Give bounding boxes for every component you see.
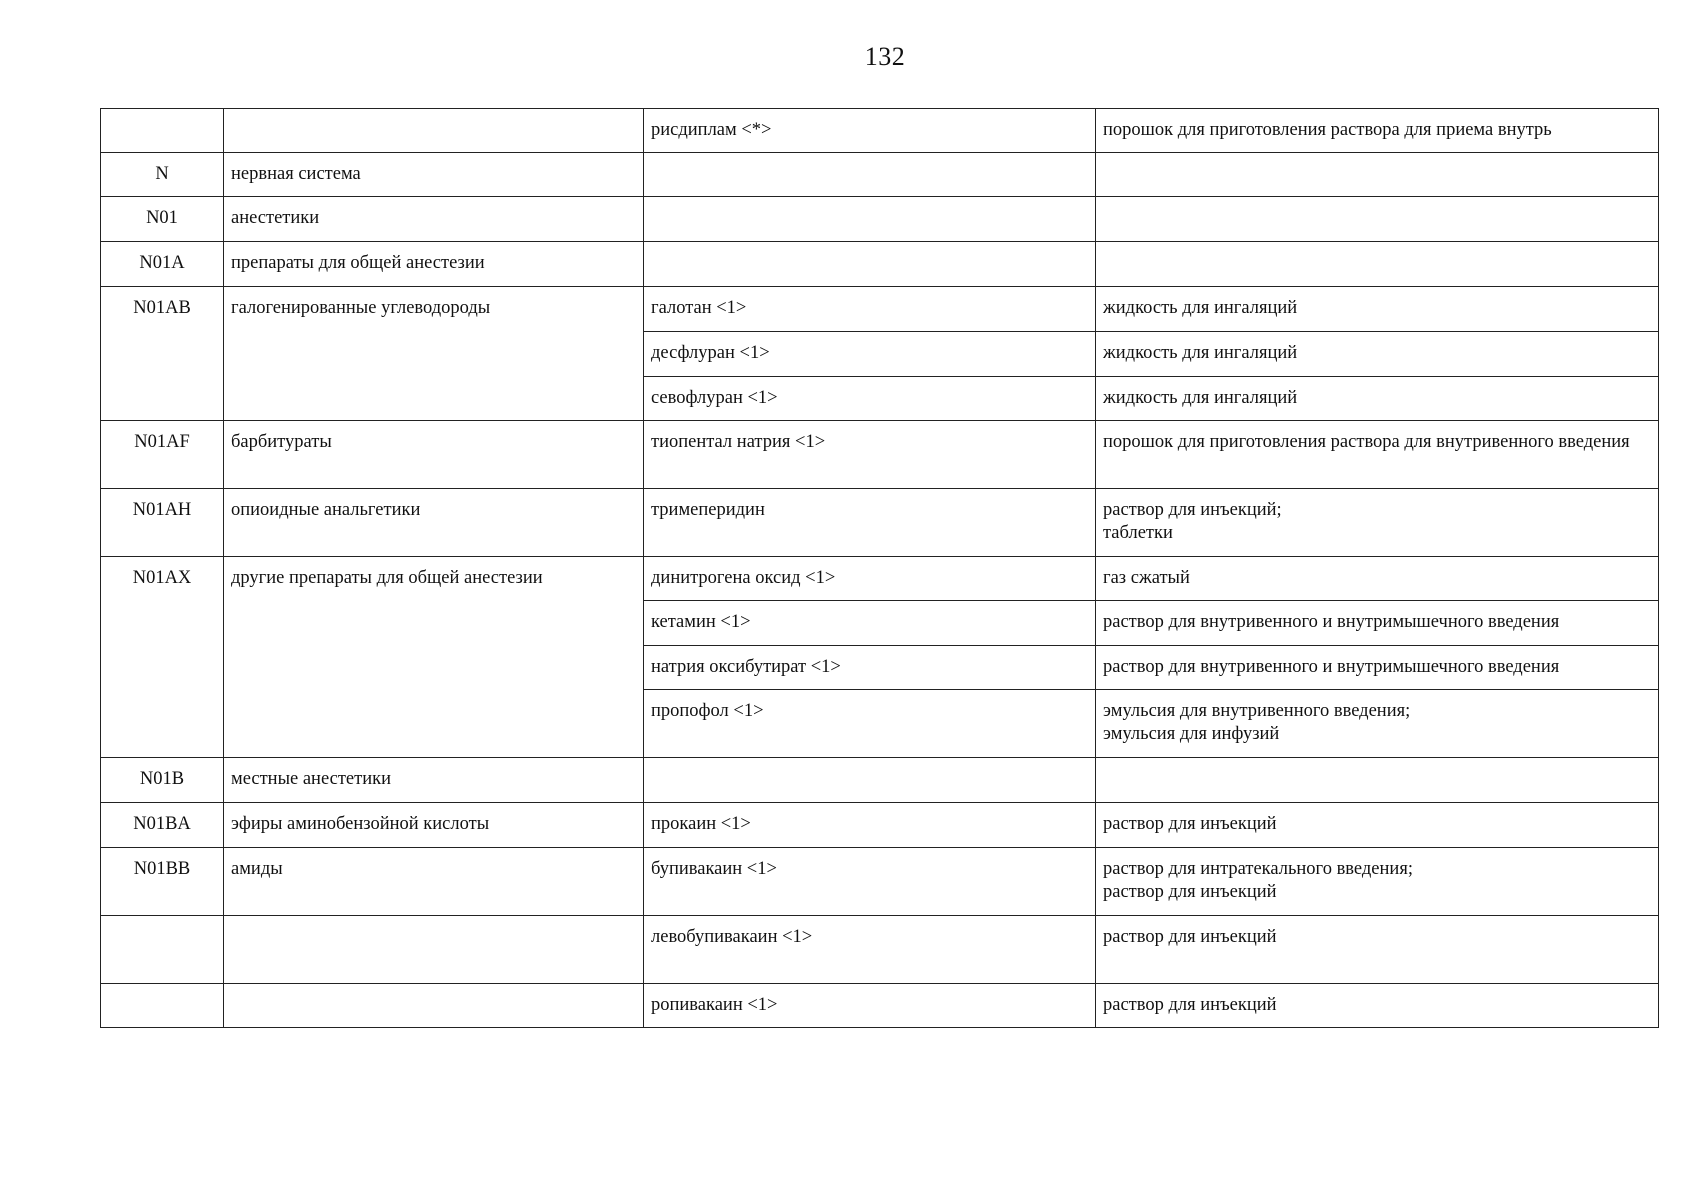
group-name-cell: амиды (224, 848, 644, 916)
atc-code-cell (101, 690, 224, 758)
drug-name-cell (644, 242, 1096, 287)
group-name-cell: эфиры аминобензойной кислоты (224, 803, 644, 848)
dosage-form-line: таблетки (1103, 523, 1173, 543)
dosage-form-cell (1096, 557, 1659, 601)
atc-code-cell: N01AX (101, 557, 224, 601)
page-number: 132 (864, 42, 906, 71)
atc-code-cell: N01 (101, 197, 224, 242)
group-name-cell (224, 377, 644, 421)
drug-name-cell: рисдиплам <*> (644, 109, 1096, 153)
atc-code-cell (101, 646, 224, 690)
table-row (101, 690, 1659, 758)
drug-name-cell: ропивакаин <1> (644, 984, 1096, 1028)
dosage-form-cell (1096, 421, 1659, 489)
dosage-form-line: раствор для внутривенного и внутримышечного введения (1103, 657, 1560, 677)
drug-name-cell (644, 153, 1096, 197)
atc-code-cell (101, 109, 224, 153)
table-row (101, 153, 1659, 197)
dosage-form-cell (1096, 690, 1659, 758)
table-row (101, 557, 1659, 601)
atc-code-cell: N01BB (101, 848, 224, 916)
group-name-cell (224, 646, 644, 690)
drug-name-cell: динитрогена оксид <1> (644, 557, 1096, 601)
table-row (101, 601, 1659, 646)
dosage-form-line: жидкость для ингаляций (1103, 388, 1298, 408)
group-name-cell: нервная система (224, 153, 644, 197)
dosage-form-cell (1096, 848, 1659, 916)
group-name-cell (224, 690, 644, 758)
drug-name-cell (644, 758, 1096, 803)
atc-code-cell (101, 984, 224, 1028)
group-name-cell: опиоидные анальгетики (224, 489, 644, 557)
table-row (101, 758, 1659, 803)
atc-code-cell: N (101, 153, 224, 197)
drug-name-cell: бупивакаин <1> (644, 848, 1096, 916)
atc-code-cell: N01BA (101, 803, 224, 848)
group-name-cell: местные анестетики (224, 758, 644, 803)
drug-name-cell: левобупивакаин <1> (644, 916, 1096, 984)
group-name-cell (224, 332, 644, 377)
table-row (101, 916, 1659, 984)
dosage-form-cell (1096, 984, 1659, 1028)
dosage-form-line: раствор для инъекций (1103, 882, 1277, 902)
dosage-form-line: эмульсия для инфузий (1103, 724, 1280, 744)
group-name-cell (224, 109, 644, 153)
table-row (101, 848, 1659, 916)
dosage-form-line: порошок для приготовления раствора для внутривенного введения (1103, 432, 1630, 452)
drug-name-cell: десфлуран <1> (644, 332, 1096, 377)
dosage-form-line: жидкость для ингаляций (1103, 298, 1298, 318)
table-row (101, 489, 1659, 557)
dosage-form-cell (1096, 332, 1659, 377)
dosage-form-cell (1096, 916, 1659, 984)
atc-code-cell (101, 601, 224, 646)
dosage-form-cell (1096, 646, 1659, 690)
dosage-form-line: эмульсия для внутривенного введения; (1103, 701, 1411, 721)
group-name-cell (224, 601, 644, 646)
atc-code-cell (101, 916, 224, 984)
group-name-cell (224, 916, 644, 984)
drug-name-cell: прокаин <1> (644, 803, 1096, 848)
dosage-form-cell (1096, 197, 1659, 242)
group-name-cell: барбитураты (224, 421, 644, 489)
drug-name-cell: натрия оксибутират <1> (644, 646, 1096, 690)
drug-name-cell: галотан <1> (644, 287, 1096, 332)
drug-name-cell: тиопентал натрия <1> (644, 421, 1096, 489)
table-row (101, 109, 1659, 153)
dosage-form-cell (1096, 803, 1659, 848)
group-name-cell: галогенированные углеводороды (224, 287, 644, 332)
atc-code-cell (101, 332, 224, 377)
table-row (101, 332, 1659, 377)
atc-code-cell (101, 377, 224, 421)
table-row (101, 197, 1659, 242)
dosage-form-line: раствор для инъекций (1103, 995, 1277, 1015)
dosage-form-line: жидкость для ингаляций (1103, 343, 1298, 363)
atc-code-cell: N01AB (101, 287, 224, 332)
drug-name-cell (644, 197, 1096, 242)
dosage-form-line: раствор для внутривенного и внутримышечного введения (1103, 612, 1560, 632)
dosage-form-cell (1096, 601, 1659, 646)
dosage-form-cell (1096, 758, 1659, 803)
drug-name-cell: севофлуран <1> (644, 377, 1096, 421)
group-name-cell: другие препараты для общей анестезии (224, 557, 644, 601)
table-row (101, 242, 1659, 287)
atc-code-cell: N01AH (101, 489, 224, 557)
dosage-form-line: раствор для инъекций (1103, 927, 1277, 947)
dosage-form-line: порошок для приготовления раствора для приема внутрь (1103, 120, 1552, 140)
dosage-form-line: газ сжатый (1103, 568, 1190, 588)
dosage-form-line: раствор для инъекций (1103, 814, 1277, 834)
atc-code-cell: N01A (101, 242, 224, 287)
group-name-cell (224, 984, 644, 1028)
group-name-cell: препараты для общей анестезии (224, 242, 644, 287)
table-row (101, 421, 1659, 489)
table-row (101, 377, 1659, 421)
group-name-cell: анестетики (224, 197, 644, 242)
drug-name-cell: кетамин <1> (644, 601, 1096, 646)
dosage-form-cell (1096, 242, 1659, 287)
dosage-form-cell (1096, 489, 1659, 557)
dosage-form-cell (1096, 109, 1659, 153)
dosage-form-line: раствор для инъекций; (1103, 500, 1282, 520)
drug-name-cell: пропофол <1> (644, 690, 1096, 758)
table-row (101, 803, 1659, 848)
dosage-form-line: раствор для интратекального введения; (1103, 859, 1413, 879)
table-row (101, 984, 1659, 1028)
dosage-form-cell (1096, 153, 1659, 197)
dosage-form-cell (1096, 287, 1659, 332)
table-row (101, 646, 1659, 690)
table-row (101, 287, 1659, 332)
atc-code-cell: N01AF (101, 421, 224, 489)
drug-table (100, 108, 1659, 1028)
dosage-form-cell (1096, 377, 1659, 421)
drug-name-cell: тримеперидин (644, 489, 1096, 557)
atc-code-cell: N01B (101, 758, 224, 803)
